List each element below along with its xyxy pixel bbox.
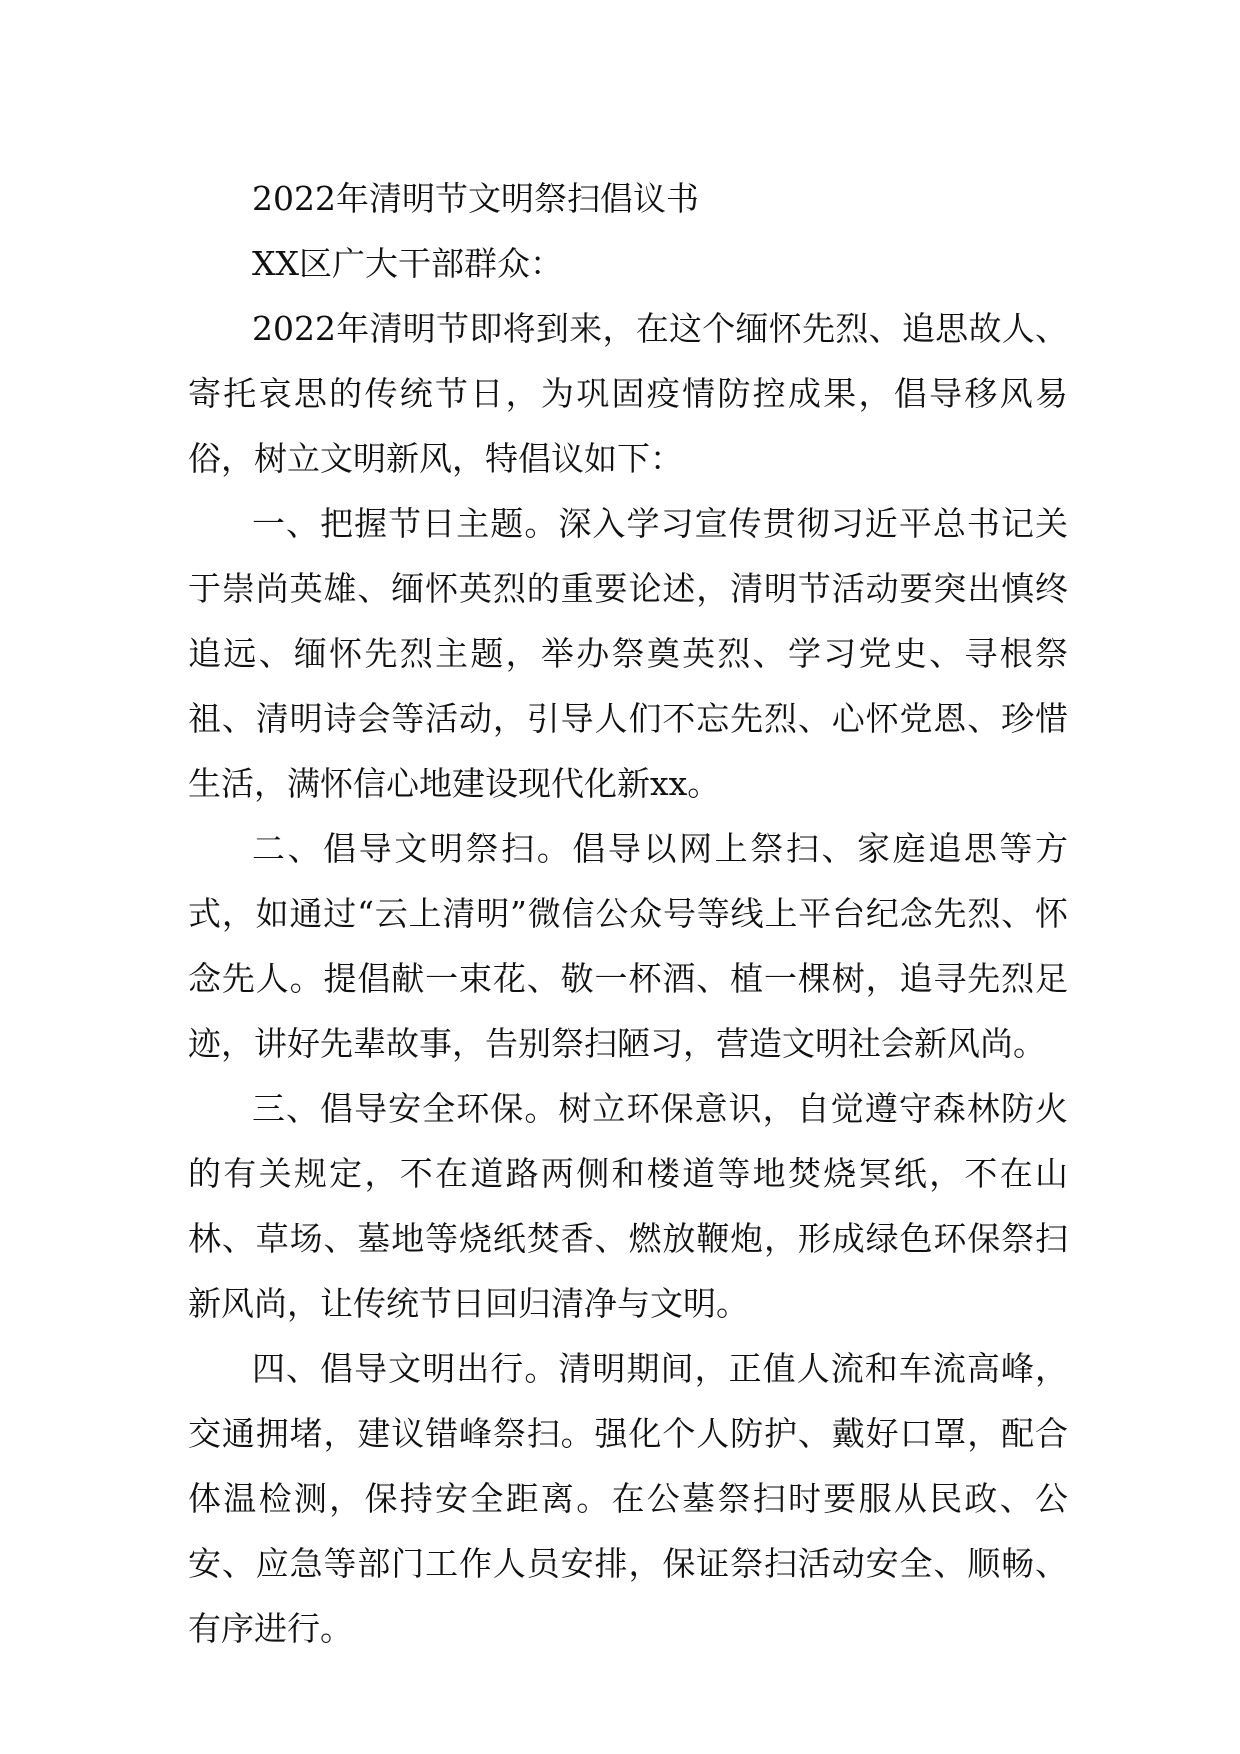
paragraph-intro: 2022年清明节即将到来，在这个缅怀先烈、追思故人、寄托哀思的传统节日，为巩固疫情防控成果，倡导移风易俗，树立文明新风，特倡议如下： — [188, 309, 1068, 478]
paragraph-4: 四、倡导文明出行。清明期间，正值人流和车流高峰，交通拥堵，建议错峰祭扫。强化个人防护、戴好口罩，配合体温检测，保持安全距离。在公墓祭扫时要服从民政、公安、应急等部门工作人员安排，保证祭扫活动安全、顺畅、有序进行。 — [188, 1349, 1068, 1648]
document-body — [188, 166, 1068, 1661]
paragraph-1: 一、把握节日主题。深入学习宣传贯彻习近平总书记关于崇尚英雄、缅怀英烈的重要论述，清明节活动要突出慎终追远、缅怀先烈主题，举办祭奠英烈、学习党史、寻根祭祖、清明诗会等活动，引导人们不忘先烈、心怀党恩、珍惜生活，满怀信心地建设现代化新xx。 — [188, 504, 1068, 803]
salutation: XX区广大干部群众： — [252, 244, 563, 283]
paragraph-2: 二、倡导文明祭扫。倡导以网上祭扫、家庭追思等方式，如通过“云上清明”微信公众号等线上平台纪念先烈、怀念先人。提倡献一束花、敬一杯酒、植一棵树，追寻先烈足迹，讲好先辈故事，告别祭扫陋习，营造文明社会新风尚。 — [188, 829, 1068, 1063]
paragraph-3: 三、倡导安全环保。树立环保意识，自觉遵守森林防火的有关规定，不在道路两侧和楼道等地焚烧冥纸，不在山林、草场、墓地等烧纸焚香、燃放鞭炮，形成绿色环保祭扫新风尚，让传统节日回归清净与文明。 — [188, 1089, 1068, 1323]
document-title: 2022年清明节文明祭扫倡议书 — [252, 179, 699, 218]
